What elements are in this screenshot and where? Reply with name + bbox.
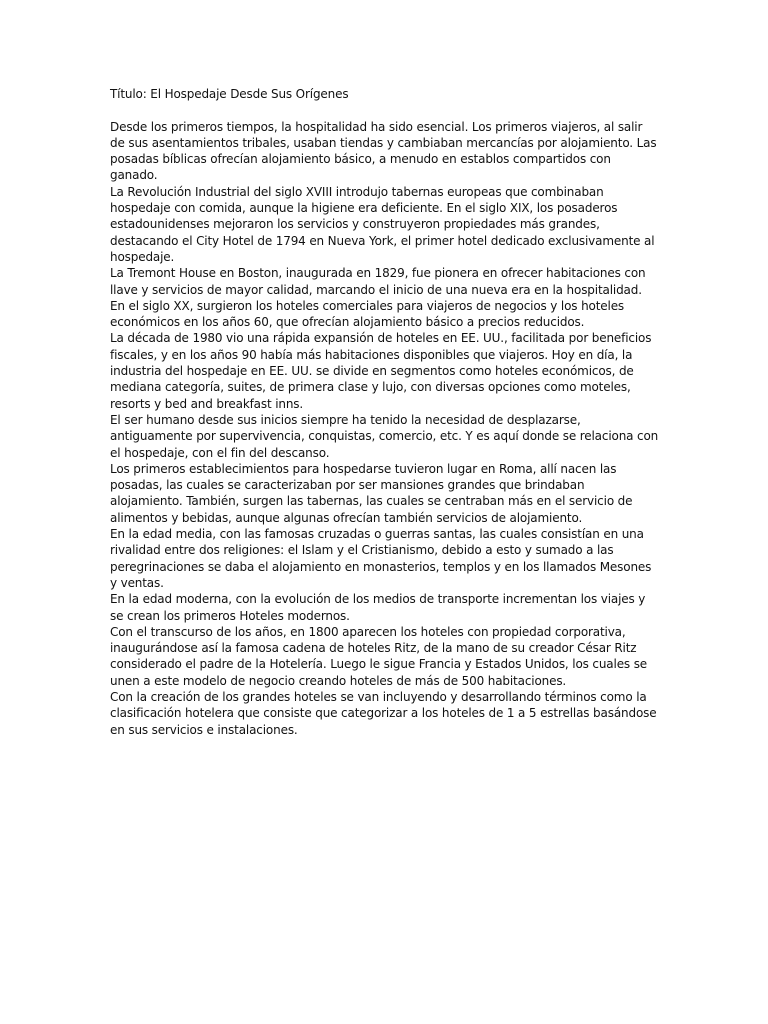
document-title: Título: El Hospedaje Desde Sus Orígenes <box>110 87 349 101</box>
paragraph: La Tremont House en Boston, inaugurada en 1829, fue pionera en ofrecer habitaciones con llave y servicios de mayor calidad, marcando el inicio de una nueva era en la hospitalidad. En el siglo XX, surgieron los hoteles comerciales para viajeros de negocios y los hoteles económicos en los años 60, que ofrecían alojamiento básico a precios reducidos. <box>110 266 646 330</box>
document-body <box>110 86 660 738</box>
paragraph: Con la creación de los grandes hoteles se van incluyendo y desarrollando términos como la clasificación hotelera que consiste que categorizar a los hoteles de 1 a 5 estrellas basándose en sus servicios e instalaciones. <box>110 689 657 737</box>
paragraph: La Revolución Industrial del siglo XVIII introdujo tabernas europeas que combinaban hospedaje con comida, aunque la higiene era deficiente. En el siglo XIX, los posaderos estadounidenses mejoraron los servicios y construyeron propiedades más grandes, destacando el City Hotel de 1794 en Nueva York, el primer hotel dedicado exclusivamente al hospedaje. <box>110 184 655 264</box>
paragraph: El ser humano desde sus inicios siempre ha tenido la necesidad de desplazarse, antiguamente por supervivencia, conquistas, comercio, etc. Y es aquí donde se relaciona con el hospedaje, con el fin del descanso. <box>110 412 659 460</box>
paragraph: Los primeros establecimientos para hospedarse tuvieron lugar en Roma, allí nacen las posadas, las cuales se caracterizaban por ser mansiones grandes que brindaban alojamiento. También, surgen las tabernas, las cuales se centraban más en el servicio de alimentos y bebidas, aunque algunas ofrecían también servicios de alojamiento. <box>110 461 633 525</box>
paragraph: En la edad media, con las famosas cruzadas o guerras santas, las cuales consistían en una rivalidad entre dos religiones: el Islam y el Cristianismo, debido a esto y sumado a las peregrinaciones se daba el alojamiento en monasterios, templos y en los llamados Mesones y ventas. <box>110 527 652 590</box>
paragraph: En la edad moderna, con la evolución de los medios de transporte incrementan los viajes y se crean los primeros Hoteles modernos. <box>110 592 646 623</box>
paragraph: La década de 1980 vio una rápida expansión de hoteles en EE. UU., facilitada por beneficios fiscales, y en los años 90 había más habitaciones disponibles que viajeros. Hoy en día, la industria del hospedaje en EE. UU. se divide en segmentos como hoteles económicos, de mediana categoría, suites, de primera clase y lujo, con diversas opciones como moteles, resorts y bed and breakfast inns. <box>110 331 652 411</box>
paragraph: Con el transcurso de los años, en 1800 aparecen los hoteles con propiedad corporativa, inaugurándose así la famosa cadena de hoteles Ritz, de la mano de su creador César Ritz considerado el padre de la Hotelería. Luego le sigue Francia y Estados Unidos, los cuales se unen a este modelo de negocio creando hoteles de más de 500 habitaciones. <box>110 624 648 688</box>
paragraph: Desde los primeros tiempos, la hospitalidad ha sido esencial. Los primeros viajeros, al salir de sus asentamientos tribales, usaban tiendas y cambiaban mercancías por alojamiento. Las posadas bíblicas ofrecían alojamiento básico, a menudo en establos compartidos con ganado. <box>110 119 657 183</box>
